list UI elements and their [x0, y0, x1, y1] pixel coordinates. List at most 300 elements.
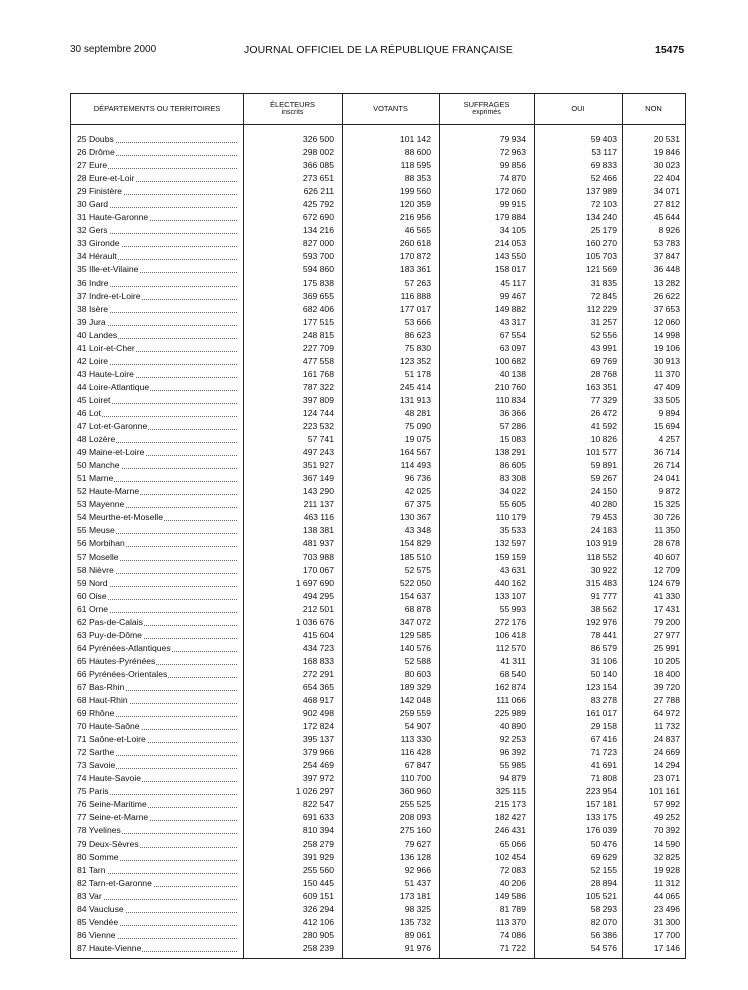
suffrages-cell: 81 789	[499, 903, 526, 914]
table-body	[71, 133, 685, 955]
departement-name: 54 Meurthe-et-Moselle	[77, 512, 163, 523]
departement-name: 60 Oise	[77, 590, 107, 601]
column-header-votants-label: VOTANTS	[373, 104, 408, 113]
suffrages-cell: 132 597	[494, 538, 526, 549]
votants-cell: 80 603	[404, 668, 431, 679]
departement-name: 66 Pyrénées-Orientales	[77, 668, 168, 679]
non-cell: 44 065	[653, 890, 680, 901]
oui-cell: 192 976	[585, 616, 617, 627]
departement-name: 37 Indre-et-Loire	[77, 290, 141, 301]
oui-cell: 71 723	[590, 747, 617, 758]
votants-cell: 275 160	[399, 825, 431, 836]
table-row	[71, 368, 685, 381]
votants-cell: 98 325	[404, 903, 431, 914]
table-header	[71, 94, 685, 125]
electeurs-cell: 177 515	[302, 316, 334, 327]
non-cell: 20 531	[653, 134, 680, 144]
electeurs-cell: 672 690	[302, 212, 334, 223]
electeurs-cell: 391 929	[302, 851, 334, 862]
departement-name: 29 Finistère	[77, 186, 122, 197]
departement-name: 36 Indre	[77, 277, 109, 288]
non-cell: 14 294	[653, 760, 680, 771]
electeurs-cell: 254 469	[302, 760, 334, 771]
suffrages-cell: 57 286	[499, 421, 526, 432]
votants-cell: 67 375	[404, 499, 431, 510]
oui-cell: 160 270	[585, 238, 617, 249]
suffrages-cell: 74 870	[499, 173, 526, 184]
non-cell: 11 312	[654, 877, 680, 888]
non-cell: 27 812	[653, 199, 680, 210]
votants-cell: 52 575	[404, 564, 431, 575]
table-row	[71, 446, 685, 459]
votants-cell: 259 559	[399, 708, 431, 719]
non-cell: 37 653	[653, 303, 680, 314]
departement-cell	[77, 420, 237, 433]
table-row	[71, 577, 685, 590]
departement-cell	[77, 890, 237, 903]
oui-cell: 25 179	[590, 225, 617, 236]
electeurs-cell: 902 498	[302, 708, 334, 719]
table-row	[71, 616, 685, 629]
departement-name: 82 Tarn-et-Garonne	[77, 877, 152, 888]
electeurs-cell: 161 768	[302, 368, 334, 379]
oui-cell: 58 293	[590, 903, 617, 914]
departement-cell	[77, 551, 237, 564]
departement-cell	[77, 903, 237, 916]
departement-cell	[77, 694, 237, 707]
votants-cell: 136 128	[399, 851, 431, 862]
oui-cell: 41 691	[590, 760, 617, 771]
table-row	[71, 707, 685, 720]
electeurs-cell: 703 988	[302, 551, 334, 562]
votants-cell: 57 263	[404, 277, 431, 288]
departement-cell	[77, 263, 237, 276]
votants-cell: 522 050	[399, 577, 431, 588]
table-row	[71, 185, 685, 198]
table-row	[71, 642, 685, 655]
departement-cell	[77, 537, 237, 550]
suffrages-cell: 110 179	[495, 512, 526, 523]
departement-cell	[77, 681, 237, 694]
oui-cell: 26 472	[590, 407, 617, 418]
electeurs-cell: 258 279	[302, 838, 334, 849]
table-row	[71, 694, 685, 707]
suffrages-cell: 40 206	[499, 877, 526, 888]
departement-cell	[77, 472, 237, 485]
departement-name: 42 Loire	[77, 355, 109, 366]
electeurs-cell: 175 838	[302, 277, 334, 288]
non-cell: 41 330	[653, 590, 680, 601]
table-row	[71, 720, 685, 733]
departement-cell	[77, 459, 237, 472]
non-cell: 26 714	[653, 460, 680, 471]
oui-cell: 72 103	[590, 199, 617, 210]
table-row	[71, 759, 685, 772]
table-row	[71, 942, 685, 955]
journal-title: JOURNAL OFFICIEL DE LA RÉPUBLIQUE FRANÇAISE	[244, 44, 513, 56]
oui-cell: 105 521	[585, 890, 617, 901]
suffrages-cell: 43 317	[499, 316, 526, 327]
suffrages-cell: 55 985	[499, 760, 526, 771]
departement-name: 45 Loiret	[77, 394, 111, 405]
suffrages-cell: 99 915	[499, 199, 526, 210]
non-cell: 28 678	[653, 538, 680, 549]
departement-name: 46 Lot	[77, 407, 101, 418]
departement-cell	[77, 655, 237, 668]
oui-cell: 59 891	[590, 460, 617, 471]
non-cell: 33 505	[653, 394, 680, 405]
non-cell: 23 071	[653, 773, 680, 784]
table-row	[71, 629, 685, 642]
table-row	[71, 329, 685, 342]
electeurs-cell: 351 927	[302, 460, 334, 471]
table-row	[71, 877, 685, 890]
non-cell: 17 700	[653, 929, 680, 940]
table-row	[71, 746, 685, 759]
suffrages-cell: 35 533	[499, 525, 526, 536]
suffrages-cell: 112 570	[495, 642, 526, 653]
header-date: 30 septembre 2000	[70, 44, 157, 55]
electeurs-cell: 298 002	[302, 147, 334, 158]
non-cell: 11 732	[654, 721, 680, 732]
oui-cell: 101 577	[585, 447, 617, 458]
votants-cell: 164 567	[399, 447, 431, 458]
departement-name: 39 Jura	[77, 316, 106, 327]
oui-cell: 53 117	[591, 147, 617, 158]
votants-cell: 120 359	[399, 199, 431, 210]
departement-cell	[77, 329, 237, 342]
electeurs-cell: 280 905	[302, 929, 334, 940]
suffrages-cell: 99 467	[499, 290, 526, 301]
departement-name: 41 Loir-et-Cher	[77, 342, 135, 353]
non-cell: 36 448	[653, 264, 680, 275]
suffrages-cell: 79 934	[499, 134, 526, 144]
suffrages-cell: 99 856	[499, 160, 526, 171]
electeurs-cell: 395 137	[302, 734, 334, 745]
column-header-non-label: NON	[645, 104, 662, 113]
oui-cell: 59 403	[590, 134, 617, 144]
votants-cell: 86 623	[404, 329, 431, 340]
non-cell: 24 837	[653, 734, 680, 745]
departement-cell	[77, 368, 237, 381]
non-cell: 30 726	[653, 512, 680, 523]
departement-name: 79 Deux-Sèvres	[77, 838, 139, 849]
electeurs-cell: 367 149	[302, 473, 334, 484]
oui-cell: 69 629	[590, 851, 617, 862]
departement-cell	[77, 250, 237, 263]
departement-cell	[77, 838, 237, 851]
departement-cell	[77, 303, 237, 316]
votants-cell: 43 348	[404, 525, 431, 536]
suffrages-cell: 215 173	[494, 799, 526, 810]
departement-name: 43 Haute-Loire	[77, 368, 134, 379]
votants-cell: 189 329	[399, 681, 431, 692]
suffrages-cell: 36 366	[499, 407, 526, 418]
departement-cell	[77, 133, 237, 146]
departement-name: 57 Moselle	[77, 551, 119, 562]
departement-cell	[77, 629, 237, 642]
electeurs-cell: 143 290	[302, 486, 334, 497]
oui-cell: 315 483	[585, 577, 617, 588]
departement-cell	[77, 811, 237, 824]
table-row	[71, 851, 685, 864]
oui-cell: 10 826	[590, 434, 617, 445]
non-cell: 30 913	[653, 355, 680, 366]
electeurs-cell: 255 560	[302, 864, 334, 875]
oui-cell: 69 769	[590, 355, 617, 366]
electeurs-cell: 594 860	[302, 264, 334, 275]
votants-cell: 19 075	[404, 434, 431, 445]
departement-name: 53 Mayenne	[77, 499, 125, 510]
votants-cell: 347 072	[399, 616, 431, 627]
votants-cell: 52 588	[404, 655, 431, 666]
votants-cell: 96 736	[404, 473, 431, 484]
oui-cell: 67 416	[590, 734, 617, 745]
departement-name: 28 Eure-et-Loir	[77, 173, 135, 184]
suffrages-cell: 133 107	[494, 590, 526, 601]
non-cell: 25 991	[653, 642, 680, 653]
non-cell: 34 071	[653, 186, 680, 197]
oui-cell: 134 240	[585, 212, 617, 223]
electeurs-cell: 150 445	[302, 877, 334, 888]
departement-cell	[77, 511, 237, 524]
departement-name: 52 Haute-Marne	[77, 486, 140, 497]
table-row	[71, 890, 685, 903]
departement-name: 64 Pyrénées-Atlantiques	[77, 642, 171, 653]
votants-cell: 116 428	[400, 747, 431, 758]
electeurs-cell: 691 633	[302, 812, 334, 823]
suffrages-cell: 40 138	[499, 368, 526, 379]
votants-cell: 116 888	[400, 290, 431, 301]
electeurs-cell: 827 000	[302, 238, 334, 249]
table-row	[71, 864, 685, 877]
departement-cell	[77, 185, 237, 198]
oui-cell: 24 183	[590, 525, 617, 536]
table-row	[71, 355, 685, 368]
departement-cell	[77, 381, 237, 394]
votants-cell: 123 352	[399, 355, 431, 366]
votants-cell: 177 017	[399, 303, 431, 314]
oui-cell: 29 158	[590, 721, 617, 732]
oui-cell: 77 329	[590, 394, 617, 405]
departement-cell	[77, 224, 237, 237]
suffrages-cell: 110 834	[495, 394, 526, 405]
votants-cell: 89 061	[404, 929, 431, 940]
table-row	[71, 929, 685, 942]
votants-cell: 130 367	[399, 512, 431, 523]
electeurs-cell: 366 085	[302, 160, 334, 171]
electeurs-cell: 425 792	[302, 199, 334, 210]
votants-cell: 360 960	[399, 786, 431, 797]
suffrages-cell: 15 083	[499, 434, 526, 445]
suffrages-cell: 325 115	[495, 786, 526, 797]
table-row	[71, 590, 685, 603]
departement-name: 50 Manche	[77, 460, 120, 471]
departement-name: 62 Pas-de-Calais	[77, 616, 143, 627]
table-row	[71, 290, 685, 303]
oui-cell: 137 989	[585, 186, 617, 197]
table-row	[71, 211, 685, 224]
departement-name: 67 Bas-Rhin	[77, 681, 125, 692]
column-header-suffrages-sub: exprimés	[472, 109, 501, 116]
non-cell: 10 205	[653, 655, 680, 666]
non-cell: 101 161	[648, 786, 680, 797]
oui-cell: 59 267	[590, 473, 617, 484]
departement-name: 72 Sarthe	[77, 747, 115, 758]
departement-name: 27 Eure	[77, 160, 108, 171]
suffrages-cell: 72 083	[499, 864, 526, 875]
votants-cell: 114 493	[400, 460, 431, 471]
oui-cell: 31 835	[590, 277, 617, 288]
electeurs-cell: 248 815	[302, 329, 334, 340]
oui-cell: 123 154	[585, 681, 617, 692]
oui-cell: 54 576	[590, 942, 617, 953]
departement-cell	[77, 211, 237, 224]
non-cell: 57 992	[653, 799, 680, 810]
suffrages-cell: 143 550	[494, 251, 526, 262]
votants-cell: 101 142	[399, 134, 431, 144]
suffrages-cell: 65 066	[499, 838, 526, 849]
electeurs-cell: 626 211	[303, 186, 334, 197]
oui-cell: 78 441	[590, 629, 617, 640]
votants-cell: 46 565	[404, 225, 431, 236]
oui-cell: 24 150	[590, 486, 617, 497]
departement-cell	[77, 577, 237, 590]
non-cell: 13 282	[653, 277, 680, 288]
votants-cell: 129 585	[399, 629, 431, 640]
non-cell: 30 023	[653, 160, 680, 171]
electeurs-cell: 138 381	[302, 525, 334, 536]
non-cell: 11 370	[654, 368, 680, 379]
departement-cell	[77, 759, 237, 772]
column-header-departements-label: DÉPARTEMENTS OU TERRITOIRES	[93, 104, 221, 113]
oui-cell: 28 768	[590, 368, 617, 379]
suffrages-cell: 138 291	[494, 447, 526, 458]
table-row	[71, 733, 685, 746]
electeurs-cell: 1 026 297	[295, 786, 334, 797]
departement-cell	[77, 668, 237, 681]
table-row	[71, 250, 685, 263]
suffrages-cell: 106 418	[494, 629, 526, 640]
votants-cell: 260 618	[399, 238, 431, 249]
departement-cell	[77, 746, 237, 759]
suffrages-cell: 41 311	[500, 655, 526, 666]
votants-cell: 88 353	[404, 173, 431, 184]
non-cell: 24 041	[653, 473, 680, 484]
departement-name: 34 Hérault	[77, 251, 117, 262]
non-cell: 45 644	[653, 212, 680, 223]
electeurs-cell: 415 604	[302, 629, 334, 640]
suffrages-cell: 94 879	[499, 773, 526, 784]
electeurs-cell: 326 500	[302, 134, 334, 144]
electeurs-cell: 397 972	[302, 773, 334, 784]
electeurs-cell: 170 067	[302, 564, 334, 575]
oui-cell: 103 919	[585, 538, 617, 549]
votants-cell: 245 414	[399, 381, 431, 392]
suffrages-cell: 83 308	[499, 473, 526, 484]
departement-name: 31 Haute-Garonne	[77, 212, 149, 223]
page-number: 15475	[655, 44, 685, 56]
departement-name: 40 Landes	[77, 329, 118, 340]
non-cell: 32 825	[653, 851, 680, 862]
departement-cell	[77, 824, 237, 837]
non-cell: 27 788	[653, 695, 680, 706]
table-row	[71, 237, 685, 250]
column-header-electeurs-sub: inscrits	[281, 109, 304, 116]
electeurs-cell: 468 917	[302, 695, 334, 706]
departement-name: 65 Hautes-Pyrénées	[77, 655, 156, 666]
departement-cell	[77, 433, 237, 446]
column-header-suffrages-label: SUFFRAGES	[463, 100, 510, 109]
electeurs-cell: 787 322	[302, 381, 334, 392]
departement-name: 70 Haute-Saône	[77, 721, 140, 732]
suffrages-cell: 102 454	[494, 851, 526, 862]
departement-name: 84 Vaucluse	[77, 903, 124, 914]
electeurs-cell: 609 151	[302, 890, 334, 901]
departement-cell	[77, 916, 237, 929]
votants-cell: 110 700	[400, 773, 431, 784]
departement-name: 49 Maine-et-Loire	[77, 447, 145, 458]
column-header-non	[622, 94, 685, 124]
oui-cell: 71 808	[590, 773, 617, 784]
column-header-electeurs	[243, 94, 342, 124]
departement-name: 35 Ille-et-Vilaine	[77, 264, 139, 275]
electeurs-cell: 273 651	[302, 173, 334, 184]
departement-cell	[77, 772, 237, 785]
non-cell: 14 998	[653, 329, 680, 340]
votants-cell: 92 966	[404, 864, 431, 875]
votants-cell: 88 600	[404, 147, 431, 158]
non-cell: 12 709	[653, 564, 680, 575]
votants-cell: 185 510	[399, 551, 431, 562]
votants-cell: 131 913	[399, 394, 431, 405]
non-cell: 19 928	[653, 864, 680, 875]
table-row	[71, 263, 685, 276]
departement-name: 61 Orne	[77, 603, 109, 614]
table-row	[71, 159, 685, 172]
votants-cell: 68 878	[404, 603, 431, 614]
electeurs-cell: 497 243	[302, 447, 334, 458]
suffrages-cell: 149 586	[494, 890, 526, 901]
electeurs-cell: 463 116	[303, 512, 334, 523]
departement-cell	[77, 616, 237, 629]
suffrages-cell: 34 105	[499, 225, 526, 236]
electeurs-cell: 397 809	[302, 394, 334, 405]
electeurs-cell: 227 709	[302, 342, 334, 353]
suffrages-cell: 246 431	[494, 825, 526, 836]
departement-cell	[77, 342, 237, 355]
departement-cell	[77, 316, 237, 329]
suffrages-cell: 159 159	[494, 551, 526, 562]
departement-name: 69 Rhône	[77, 708, 115, 719]
departement-cell	[77, 707, 237, 720]
departement-cell	[77, 446, 237, 459]
suffrages-cell: 182 427	[494, 812, 526, 823]
suffrages-cell: 92 253	[499, 734, 526, 745]
table-row	[71, 133, 685, 146]
non-cell: 19 106	[653, 342, 680, 353]
oui-cell: 52 556	[590, 329, 617, 340]
non-cell: 24 669	[653, 747, 680, 758]
oui-cell: 40 280	[590, 499, 617, 510]
departement-name: 78 Yvelines	[77, 825, 121, 836]
oui-cell: 31 257	[590, 316, 617, 327]
departement-name: 71 Saône-et-Loire	[77, 734, 146, 745]
non-cell: 23 496	[653, 903, 680, 914]
departement-cell	[77, 864, 237, 877]
votants-cell: 154 829	[399, 538, 431, 549]
votants-cell: 42 025	[404, 486, 431, 497]
